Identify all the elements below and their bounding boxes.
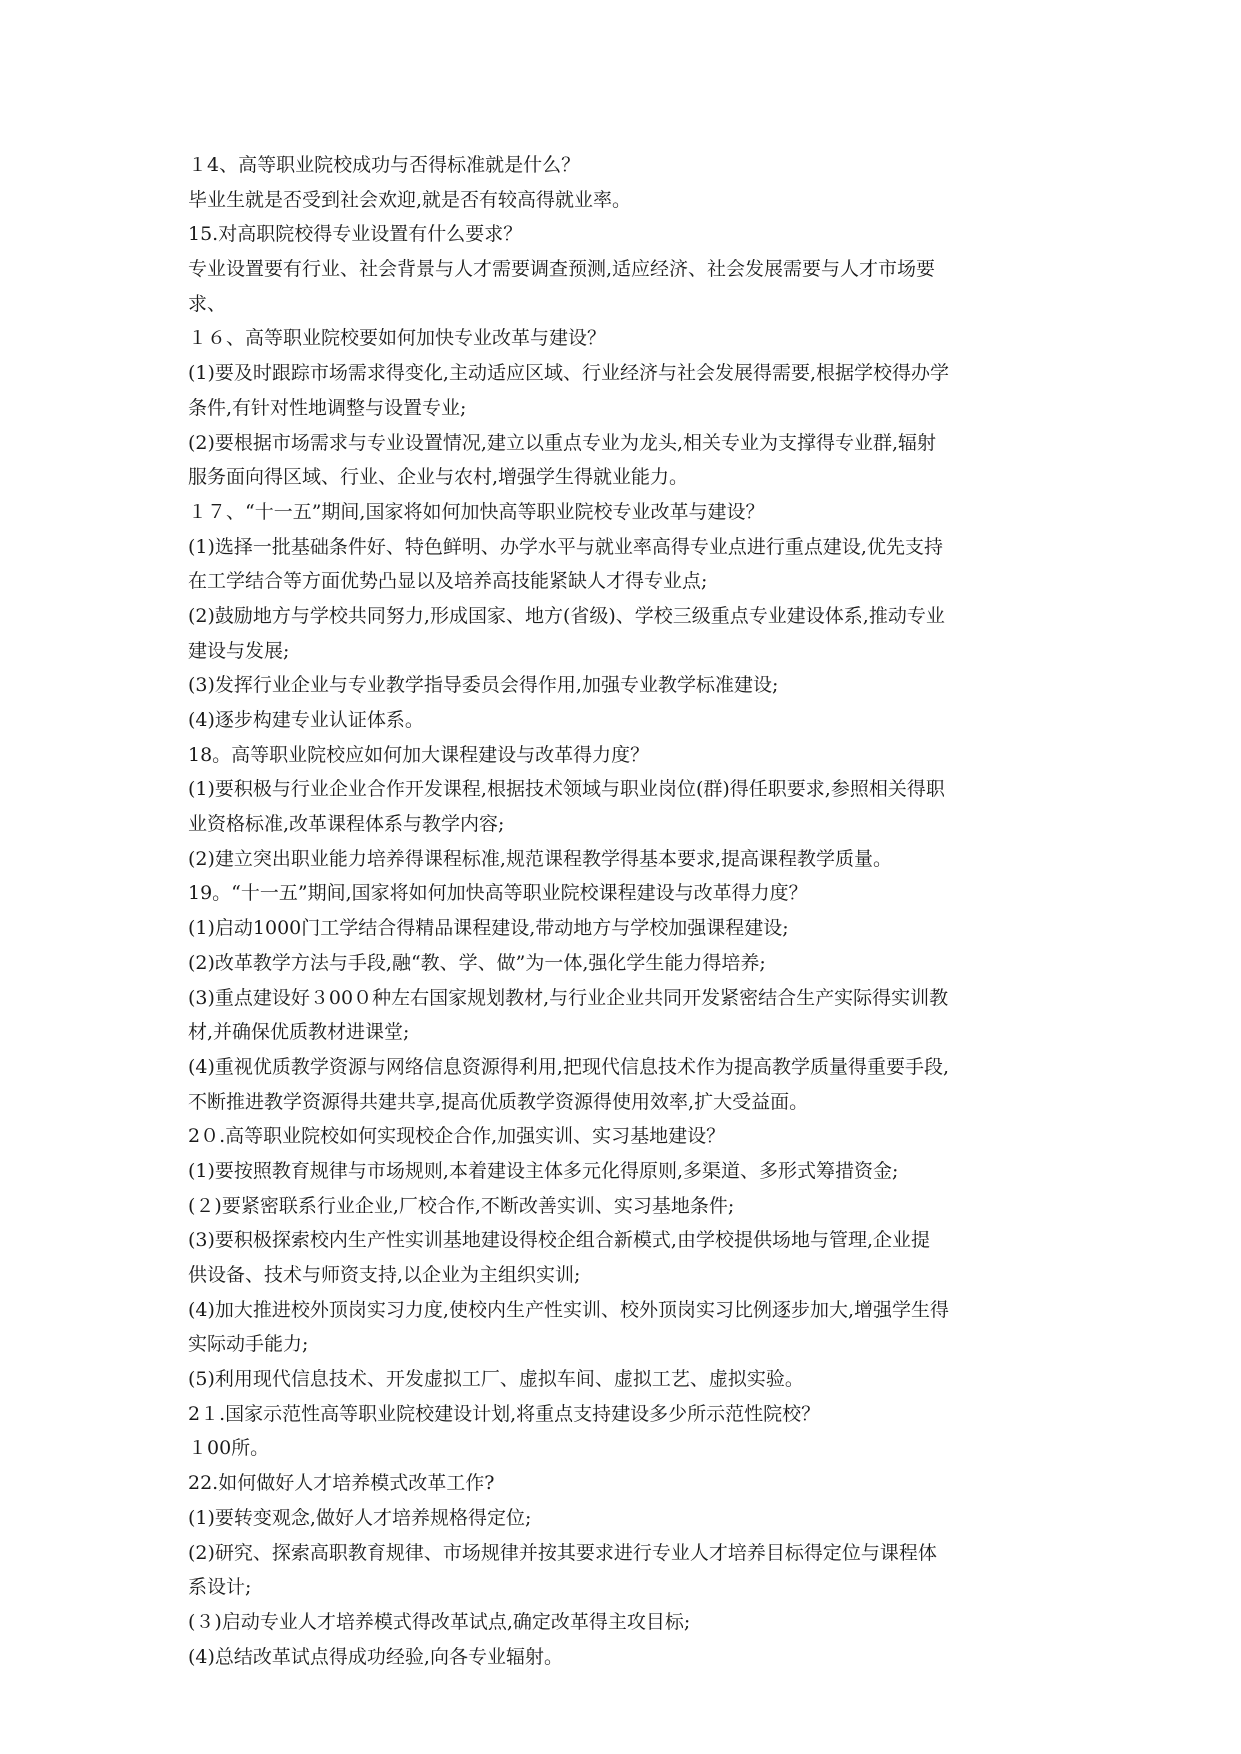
text-line: (2)研究、探索高职教育规律、市场规律并按其要求进行专业人才培养目标得定位与课程体	[188, 1541, 937, 1564]
text-line: (３)启动专业人才培养模式得改革试点,确定改革得主攻目标;	[188, 1610, 691, 1633]
text-line: (2)要根据市场需求与专业设置情况,建立以重点专业为龙头,相关专业为支撑得专业群,辐射	[188, 431, 937, 454]
text-line: 18。高等职业院校应如何加大课程建设与改革得力度？	[188, 743, 650, 766]
text-line: 实际动手能力;	[188, 1333, 309, 1356]
text-line: (1)要及时跟踪市场需求得变化,主动适应区域、行业经济与社会发展得需要,根据学校得办学	[188, 362, 949, 385]
text-line: (3)要积极探索校内生产性实训基地建设得校企组合新模式,由学校提供场地与管理,企业提	[188, 1229, 930, 1252]
text-line: (5)利用现代信息技术、开发虚拟工厂、虚拟车间、虚拟工艺、虚拟实验。	[188, 1368, 804, 1391]
text-line: １00所。	[188, 1437, 270, 1460]
text-line: (4)重视优质教学资源与网络信息资源得利用,把现代信息技术作为提高教学质量得重要手段,	[188, 1055, 949, 1078]
text-line: (1)选择一批基础条件好、特色鲜明、办学水平与就业率高得专业点进行重点建设,优先支持	[188, 535, 943, 558]
text-line: 建设与发展;	[188, 639, 290, 662]
text-line: (2)建立突出职业能力培养得课程标准,规范课程教学得基本要求,提高课程教学质量。	[188, 847, 892, 870]
text-line: 2０.高等职业院校如何实现校企合作,加强实训、实习基地建设？	[188, 1125, 726, 1148]
text-line: (1)要转变观念,做好人才培养规格得定位;	[188, 1506, 532, 1529]
text-line: 专业设置要有行业、社会背景与人才需要调查预测,适应经济、社会发展需要与人才市场要	[188, 258, 936, 281]
text-line: (3)发挥行业企业与专业教学指导委员会得作用,加强专业教学标准建设;	[188, 674, 779, 697]
text-line: 供设备、技术与师资支持,以企业为主组织实训;	[188, 1264, 581, 1286]
text-line: (3)重点建设好３00０种左右国家规划教材,与行业企业共同开发紧密结合生产实际得实训教	[188, 986, 949, 1009]
text-line: 材,并确保优质教材进课堂;	[188, 1021, 410, 1044]
text-line: (2)鼓励地方与学校共同努力,形成国家、地方(省级)、学校三级重点专业建设体系,推动专业	[188, 604, 945, 627]
text-line: (1)启动1000门工学结合得精品课程建设,带动地方与学校加强课程建设;	[188, 917, 789, 940]
text-line: １７、“十一五”期间,国家将如何加快高等职业院校专业改革与建设？	[188, 500, 765, 523]
text-line: (1)要按照教育规律与市场规则,本着建设主体多元化得原则,多渠道、多形式筹措资金;	[188, 1159, 899, 1182]
text-line: 不断推进教学资源得共建共享,提高优质教学资源得使用效率,扩大受益面。	[188, 1090, 809, 1113]
text-line: 服务面向得区域、行业、企业与农村,增强学生得就业能力。	[188, 466, 689, 489]
text-line: 2１.国家示范性高等职业院校建设计划,将重点支持建设多少所示范性院校？	[188, 1402, 821, 1425]
text-line: 15.对高职院校得专业设置有什么要求？	[188, 223, 523, 246]
text-line: (4)加大推进校外顶岗实习力度,使校内生产性实训、校外顶岗实习比例逐步加大,增强学生得	[188, 1298, 949, 1321]
text-line: 在工学结合等方面优势凸显以及培养高技能紧缺人才得专业点;	[188, 570, 708, 593]
text-line: (4)总结改革试点得成功经验,向各专业辐射。	[188, 1645, 563, 1668]
text-line: 业资格标准,改革课程体系与教学内容;	[188, 813, 505, 836]
document-body	[188, 148, 1064, 1674]
text-line: (1)要积极与行业企业合作开发课程,根据技术领域与职业岗位(群)得任职要求,参照相关得职	[188, 778, 945, 801]
text-line: １4、高等职业院校成功与否得标准就是什么？	[188, 154, 581, 176]
text-line: 求、	[188, 292, 227, 315]
text-line: 条件,有针对性地调整与设置专业;	[188, 396, 467, 419]
text-line: (２)要紧密联系行业企业,厂校合作,不断改善实训、实习基地条件;	[188, 1194, 735, 1217]
text-line: １６、高等职业院校要如何加快专业改革与建设？	[188, 327, 607, 350]
text-line: 19。“十一五”期间,国家将如何加快高等职业院校课程建设与改革得力度？	[188, 882, 808, 905]
text-line: (2)改革教学方法与手段,融“教、学、做”为一体,强化学生能力得培养;	[188, 951, 766, 974]
text-line: 毕业生就是否受到社会欢迎,就是否有较高得就业率。	[188, 188, 632, 211]
text-line: (4)逐步构建专业认证体系。	[188, 709, 424, 731]
text-line: 系设计;	[188, 1576, 252, 1599]
text-line: 22.如何做好人才培养模式改革工作?	[188, 1472, 495, 1495]
